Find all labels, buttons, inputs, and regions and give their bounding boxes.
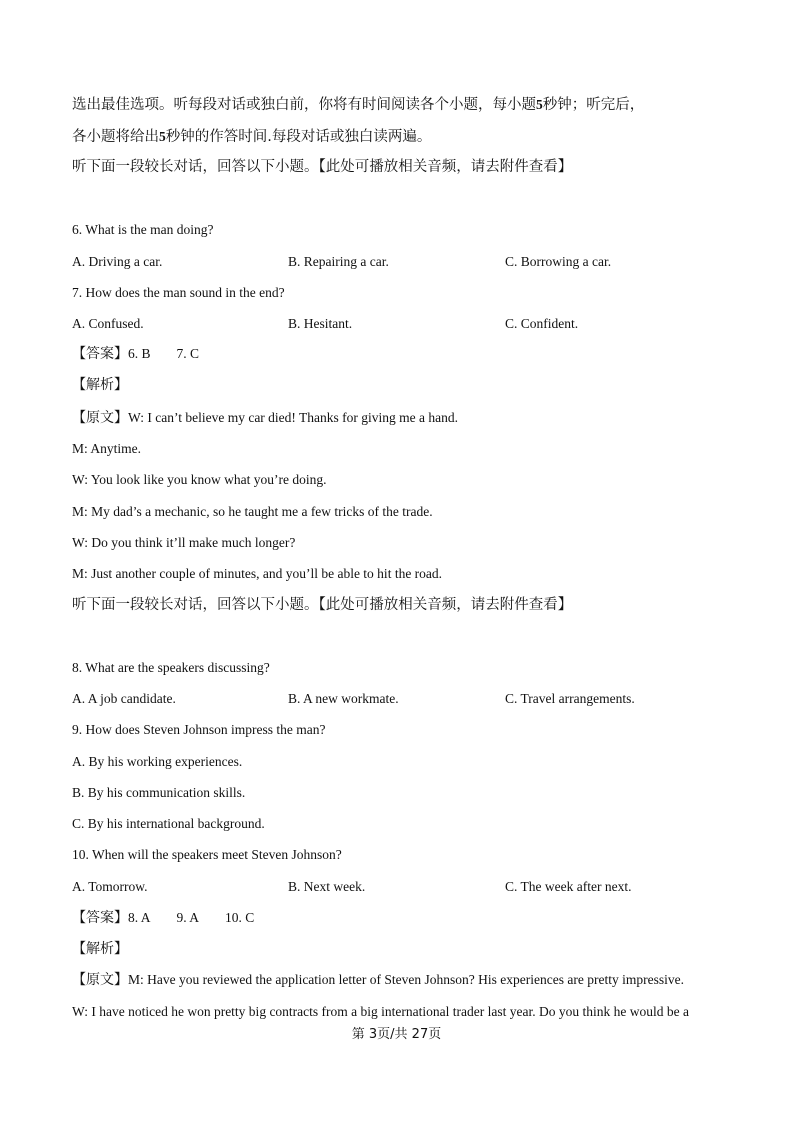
answer-line-2	[72, 910, 280, 926]
question-10-option-b: B. Next week.	[288, 879, 366, 894]
question-6-option-a: A. Driving a car.	[72, 254, 163, 269]
analysis-label-1: 【解析】	[72, 377, 128, 393]
transcript-label: 【原文】	[72, 972, 128, 988]
question-10-stem: 10. When will the speakers meet Steven Johnson?	[72, 847, 342, 862]
transcript-line: M: Just another couple of minutes, and you’ll be able to hit the road.	[72, 566, 443, 581]
answer-item: 7. C	[176, 346, 200, 361]
question-7-option-a: A. Confused.	[72, 316, 144, 331]
answer-item: 9. A	[176, 910, 200, 925]
answer-item: 6. B	[128, 346, 151, 361]
transcript-text: W: I can’t believe my car died! Thanks for giving me a hand.	[128, 410, 459, 425]
question-9-option-b: B. By his communication skills.	[72, 785, 246, 800]
intro-number: 5	[159, 129, 166, 144]
transcript-line: W: You look like you know what you’re doing.	[72, 472, 327, 487]
transcript-line	[72, 410, 458, 426]
page-number: 第 3页/共 27页	[351, 1027, 442, 1042]
transcript-text: M: Have you reviewed the application letter of Steven Johnson? His experiences are pretty impressive.	[128, 972, 684, 987]
intro-number: 5	[536, 97, 543, 112]
question-8-option-a: A. A job candidate.	[72, 691, 176, 706]
question-8-option-c: C. Travel arrangements.	[505, 691, 635, 706]
question-9-option-a: A. By his working experiences.	[72, 754, 243, 769]
question-7-stem: 7. How does the man sound in the end?	[72, 285, 285, 300]
transcript-line: W: Do you think it’ll make much longer?	[72, 535, 296, 550]
answer-item: 8. A	[128, 910, 151, 925]
answer-label: 【答案】	[72, 346, 128, 362]
question-6-option-c: C. Borrowing a car.	[505, 254, 612, 269]
section2-instruction: 听下面一段较长对话，回答以下小题。【此处可播放相关音频，请去附件查看】	[72, 597, 573, 613]
question-6-stem: 6. What is the man doing?	[72, 222, 214, 237]
question-7-option-c: C. Confident.	[505, 316, 579, 331]
section1-instruction: 听下面一段较长对话，回答以下小题。【此处可播放相关音频，请去附件查看】	[72, 159, 573, 175]
analysis-label-2: 【解析】	[72, 941, 128, 957]
intro-line-1	[72, 97, 644, 113]
intro-text: 选出最佳选项。听每段对话或独白前，你将有时间阅读各个小题，每小题	[72, 97, 536, 113]
transcript-line: W: I have noticed he won pretty big contracts from a big international trader last year. Do you think he would be a	[72, 1004, 689, 1019]
transcript-line: M: My dad’s a mechanic, so he taught me a few tricks of the trade.	[72, 504, 433, 519]
question-8-stem: 8. What are the speakers discussing?	[72, 660, 270, 675]
question-9-option-c: C. By his international background.	[72, 816, 265, 831]
transcript-line: M: Anytime.	[72, 441, 142, 456]
answer-line-1	[72, 346, 225, 362]
answer-label: 【答案】	[72, 910, 128, 926]
intro-text: 各小题将给出	[72, 129, 159, 145]
question-7-option-b: B. Hesitant.	[288, 316, 353, 331]
question-9-stem: 9. How does Steven Johnson impress the man?	[72, 722, 326, 737]
intro-text: 秒钟；听完后，	[542, 97, 645, 113]
question-6-option-b: B. Repairing a car.	[288, 254, 389, 269]
question-10-option-c: C. The week after next.	[505, 879, 632, 894]
transcript-label: 【原文】	[72, 410, 128, 426]
transcript-line	[72, 972, 684, 988]
intro-text: 秒钟的作答时间.每段对话或独白读两遍。	[165, 129, 432, 145]
intro-line-2	[72, 129, 431, 145]
question-10-option-a: A. Tomorrow.	[72, 879, 148, 894]
answer-item: 10. C	[225, 910, 255, 925]
question-8-option-b: B. A new workmate.	[288, 691, 399, 706]
